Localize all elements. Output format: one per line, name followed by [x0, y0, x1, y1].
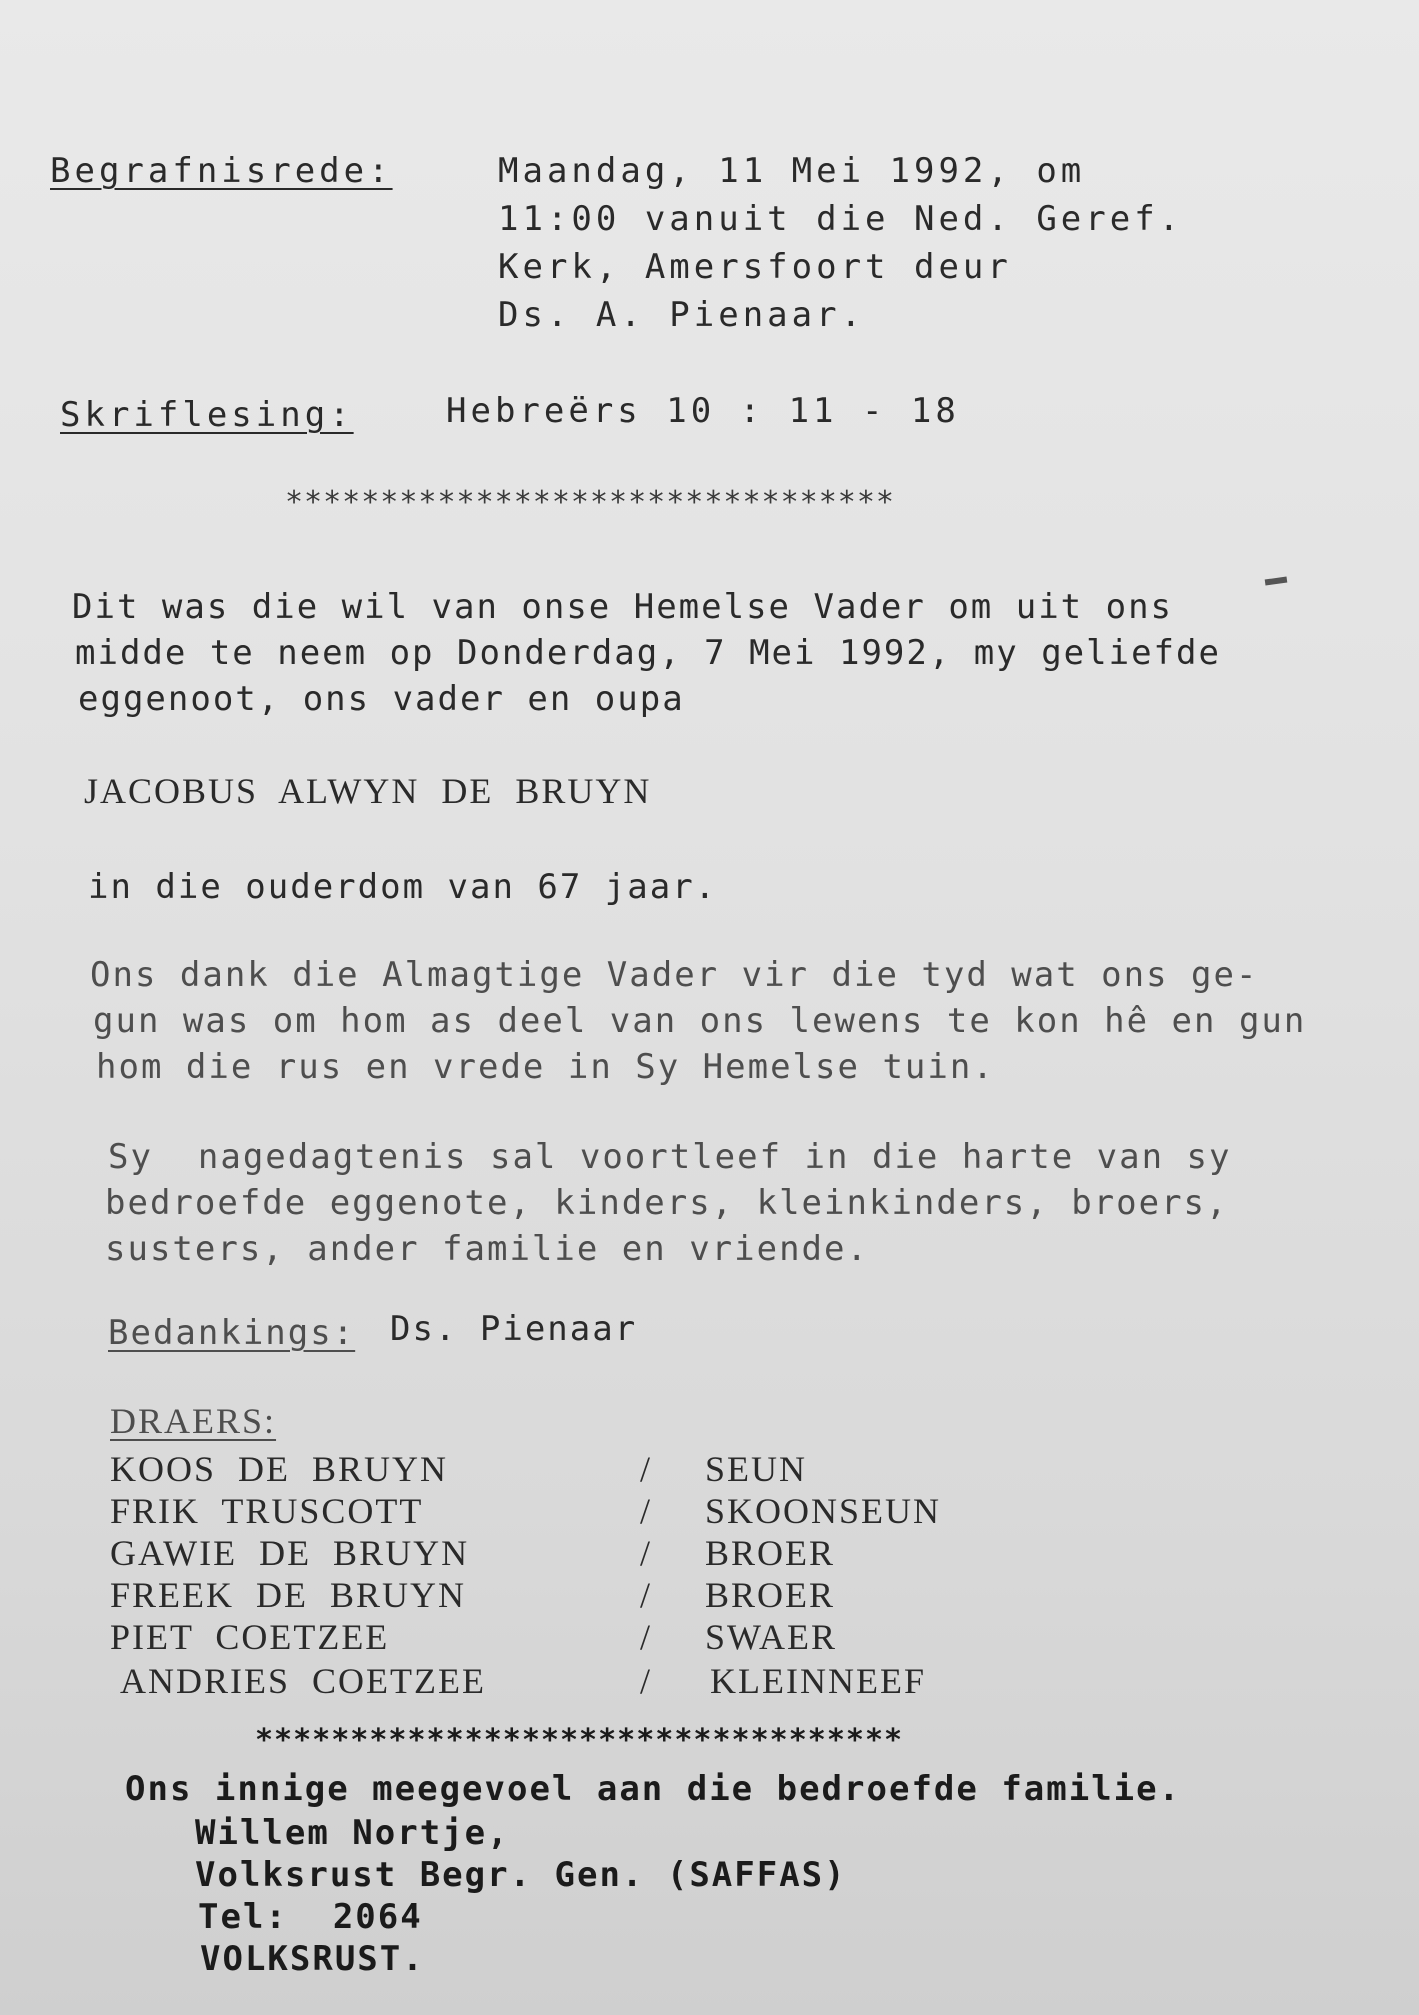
- bearer-name: FRIK TRUSCOTT: [110, 1491, 424, 1531]
- announcement-line: Dit was die wil van onse Hemelse Vader om uit ons: [72, 587, 1174, 627]
- bearer-row: [120, 1660, 1020, 1704]
- closing-line: Tel: 2064: [198, 1897, 423, 1937]
- thanks-line: gun was om hom as deel van ons lewens te kon hê en gun: [93, 1001, 1307, 1041]
- bearer-relation: BROER: [705, 1533, 836, 1573]
- service-line: Kerk, Amersfoort deur: [498, 247, 1012, 287]
- service-label: Begrafnisrede:: [50, 151, 393, 191]
- thanks-line: hom die rus en vrede in Sy Hemelse tuin.: [96, 1047, 995, 1087]
- memory-line: Sy nagedagtenis sal voortleef in die harte van sy: [108, 1137, 1232, 1177]
- bearer-name: FREEK DE BRUYN: [110, 1575, 467, 1615]
- bearer-row: [110, 1448, 1010, 1492]
- closing-line: Volksrust Begr. Gen. (SAFFAS): [195, 1855, 847, 1895]
- reading-label: Skriflesing:: [60, 395, 354, 435]
- bearers-label: DRAERS:: [110, 1401, 277, 1441]
- announcement-line: eggenoot, ons vader en oupa: [78, 679, 685, 719]
- service-line: 11:00 vanuit die Ned. Geref.: [498, 199, 1184, 239]
- acknowledgements-value: Ds. Pienaar: [390, 1309, 638, 1349]
- bearer-row: [110, 1574, 1010, 1618]
- bearer-relation: SKOONSEUN: [705, 1491, 942, 1531]
- announcement-line: midde te neem op Donderdag, 7 Mei 1992, my geliefde: [75, 633, 1221, 673]
- bearer-row: [110, 1490, 1010, 1534]
- bearer-relation: SEUN: [705, 1449, 808, 1489]
- bearer-name: ANDRIES COETZEE: [120, 1661, 486, 1701]
- service-line: Ds. A. Pienaar.: [498, 295, 866, 335]
- bearer-relation: KLEINNEEF: [710, 1661, 926, 1701]
- memory-line: bedroefde eggenote, kinders, kleinkinders, broers,: [105, 1183, 1229, 1223]
- bearer-row: [110, 1616, 1010, 1660]
- separator-bottom: **********************************: [255, 1723, 904, 1758]
- separator-top: ********************************: [285, 485, 895, 520]
- bearer-name: PIET COETZEE: [110, 1617, 390, 1657]
- bearer-relation: BROER: [705, 1575, 836, 1615]
- condolence-message: Ons innige meegevoel aan die bedroefde familie.: [125, 1769, 1182, 1809]
- thanks-line: Ons dank die Almagtige Vader vir die tyd wat ons ge-: [90, 955, 1259, 995]
- bearer-separator: /: [640, 1575, 653, 1615]
- bearer-separator: /: [640, 1617, 653, 1657]
- ink-mark: [1265, 576, 1288, 585]
- bearer-name: GAWIE DE BRUYN: [110, 1533, 470, 1573]
- acknowledgements-label: Bedankings:: [108, 1313, 356, 1353]
- bearer-relation: SWAER: [705, 1617, 838, 1657]
- bearer-separator: /: [640, 1449, 653, 1489]
- reading-value: Hebreërs 10 : 11 - 18: [446, 391, 960, 431]
- bearer-separator: /: [640, 1491, 653, 1531]
- service-line: Maandag, 11 Mei 1992, om: [498, 151, 1086, 191]
- closing-line: Willem Nortje,: [195, 1813, 510, 1853]
- age-line: in die ouderdom van 67 jaar.: [88, 867, 718, 907]
- bearer-separator: /: [640, 1533, 653, 1573]
- bearer-row: [110, 1532, 1010, 1576]
- deceased-name: JACOBUS ALWYN DE BRUYN: [84, 771, 652, 811]
- closing-line: VOLKSRUST.: [200, 1939, 425, 1979]
- bearer-separator: /: [640, 1661, 653, 1701]
- memory-line: susters, ander familie en vriende.: [105, 1229, 869, 1269]
- bearer-name: KOOS DE BRUYN: [110, 1449, 449, 1489]
